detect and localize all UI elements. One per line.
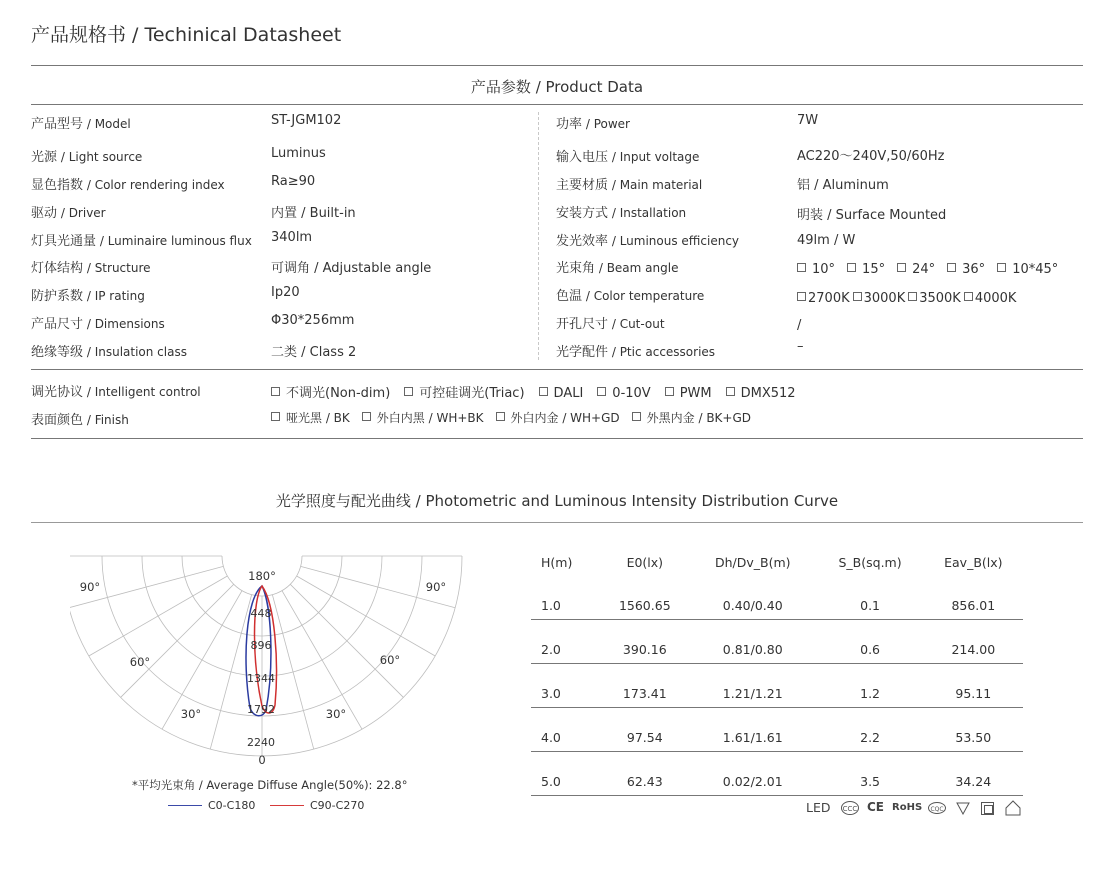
option-item: 哑光黑 / BK — [271, 409, 350, 426]
table-cell: 34.24 — [924, 752, 1023, 796]
f-mark-icon — [956, 801, 970, 815]
column-header: Eav_B(lx) — [944, 554, 1003, 570]
spec-value: 7W — [797, 113, 819, 128]
spec-label: 发光效率 / Luminous efficiency — [556, 234, 740, 249]
legend-label-c0: C0-C180 — [208, 799, 256, 812]
radial-label: 2240 — [247, 736, 275, 749]
divider — [31, 369, 1083, 370]
angle-label-60-right: 60° — [379, 653, 401, 667]
svg-text:CCC: CCC — [842, 805, 858, 813]
angle-label-30-left: 30° — [180, 707, 202, 721]
spec-label: 灯具光通量 / Luminaire luminous flux — [31, 234, 252, 249]
table-row — [531, 752, 1023, 796]
spec-value: 49lm / W — [797, 233, 856, 248]
control-options — [271, 382, 810, 401]
checkbox-icon[interactable] — [271, 412, 280, 421]
table-cell: 3.5 — [817, 752, 924, 796]
grid-ring — [70, 556, 462, 756]
angle-label-0: 0 — [258, 753, 266, 767]
table-cell: 0.40/0.40 — [689, 576, 817, 620]
option-item: 3000K — [853, 291, 906, 306]
finish-options — [271, 409, 763, 426]
checkbox-icon[interactable] — [362, 412, 371, 421]
angle-label-90-right: 90° — [425, 580, 447, 594]
table-cell: 1560.65 — [601, 576, 689, 620]
svg-text:CQC: CQC — [930, 806, 944, 813]
polar-distribution-chart — [70, 540, 470, 775]
column-header: E0(lx) — [626, 554, 664, 570]
option-item: 不调光(Non-dim) — [271, 382, 390, 401]
grid-spoke — [272, 595, 313, 750]
option-item: 15° — [847, 262, 885, 277]
table-cell: 1.61/1.61 — [689, 708, 817, 752]
spec-label: 驱动 / Driver — [31, 206, 106, 221]
spec-value: ST-JGM102 — [271, 113, 342, 128]
checkbox-icon[interactable] — [997, 263, 1006, 272]
checkbox-icon[interactable] — [539, 387, 548, 396]
spec-label: 显色指数 / Color rendering index — [31, 178, 225, 193]
spec-label: 光源 / Light source — [31, 150, 143, 165]
option-item: 10*45° — [997, 262, 1058, 277]
table-header-row — [531, 548, 1023, 576]
spec-label: 光束角 / Beam angle — [556, 261, 679, 276]
spec-label: 主要材质 / Main material — [556, 178, 703, 193]
option-item: 10° — [797, 262, 835, 277]
option-item: 24° — [897, 262, 935, 277]
cqc-icon — [927, 801, 947, 815]
spec-value: 可调角 / Adjustable angle — [271, 261, 432, 276]
spec-label: 光学配件 / Ptic accessories — [556, 345, 716, 360]
angle-label-180: 180° — [248, 569, 276, 583]
ce-mark: CE — [867, 800, 885, 814]
option-item: DALI — [539, 386, 584, 401]
angle-label-90-left: 90° — [79, 580, 101, 594]
spec-label: 产品型号 / Model — [31, 117, 131, 132]
checkbox-icon[interactable] — [496, 412, 505, 421]
radial-label: 1792 — [247, 703, 275, 716]
legend-swatch-c0 — [168, 805, 202, 806]
radial-label: 1344 — [247, 672, 275, 685]
grid-spoke — [89, 576, 228, 656]
checkbox-icon[interactable] — [665, 387, 674, 396]
spec-label: 绝缘等级 / Insulation class — [31, 345, 187, 360]
radial-label: 896 — [250, 639, 272, 652]
checkbox-icon[interactable] — [853, 292, 862, 301]
rohs-mark: RoHS — [892, 802, 923, 813]
indoor-use-icon — [1004, 799, 1022, 817]
checkbox-icon[interactable] — [597, 387, 606, 396]
option-item: 3500K — [908, 291, 961, 306]
checkbox-icon[interactable] — [797, 263, 806, 272]
spec-label: 色温 / Color temperature — [556, 289, 705, 304]
grid-spoke — [290, 584, 403, 697]
control-label: 调光协议 / Intelligent control — [31, 385, 201, 400]
spec-value: 二类 / Class 2 — [271, 345, 357, 360]
table-cell: 0.81/0.80 — [689, 620, 817, 664]
class2-icon — [981, 802, 994, 815]
table-cell: 856.01 — [924, 576, 1023, 620]
checkbox-icon[interactable] — [964, 292, 973, 301]
table-cell: 1.21/1.21 — [689, 664, 817, 708]
spec-value: – — [797, 339, 804, 354]
spec-value: Ra≥90 — [271, 174, 316, 189]
table-cell: 4.0 — [531, 708, 601, 752]
ccc-icon — [840, 800, 860, 816]
spec-label: 输入电压 / Input voltage — [556, 150, 700, 165]
checkbox-icon[interactable] — [947, 263, 956, 272]
checkbox-icon[interactable] — [404, 387, 413, 396]
column-header: H(m) — [541, 554, 573, 570]
spec-label: 安装方式 / Installation — [556, 206, 687, 221]
checkbox-icon[interactable] — [897, 263, 906, 272]
grid-spoke — [282, 591, 362, 730]
table-cell: 95.11 — [924, 664, 1023, 708]
beam-angle-options — [797, 262, 1070, 277]
grid-spoke — [210, 595, 251, 750]
finish-label: 表面颜色 / Finish — [31, 413, 129, 428]
spec-value: AC220～240V,50/60Hz — [797, 149, 945, 164]
grid-spoke — [162, 591, 242, 730]
table-cell: 214.00 — [924, 620, 1023, 664]
table-row — [531, 576, 1023, 620]
table-cell: 53.50 — [924, 708, 1023, 752]
spec-value: 340lm — [271, 230, 313, 245]
radial-label: 448 — [250, 607, 272, 620]
checkbox-icon[interactable] — [726, 387, 735, 396]
checkbox-icon[interactable] — [271, 387, 280, 396]
option-item: 外黑内金 / BK+GD — [632, 409, 751, 426]
table-cell: 173.41 — [601, 664, 689, 708]
spec-label: 功率 / Power — [556, 117, 630, 132]
column-header: S_B(sq.m) — [838, 554, 902, 570]
led-mark: LED — [806, 800, 831, 815]
table-cell: 3.0 — [531, 664, 601, 708]
spec-value: / — [797, 318, 802, 333]
spec-label: 灯体结构 / Structure — [31, 261, 151, 276]
angle-label-30-right: 30° — [325, 707, 347, 721]
option-item: 外白内黑 / WH+BK — [362, 409, 484, 426]
option-item: PWM — [665, 386, 712, 401]
divider — [31, 522, 1083, 523]
table-row — [531, 708, 1023, 752]
option-item: 36° — [947, 262, 985, 277]
photometric-title: 光学照度与配光曲线 / Photometric and Luminous Intensity Distribution Curve — [275, 492, 839, 510]
option-item: 外白内金 / WH+GD — [496, 409, 620, 426]
spec-value: 内置 / Built-in — [271, 206, 356, 221]
option-item: 2700K — [797, 291, 850, 306]
divider — [31, 65, 1083, 66]
legend-swatch-c90 — [270, 805, 304, 806]
table-cell: 62.43 — [601, 752, 689, 796]
option-item: 4000K — [964, 291, 1017, 306]
checkbox-icon[interactable] — [632, 412, 641, 421]
spec-value: Φ30*256mm — [271, 313, 355, 328]
grid-spoke — [297, 576, 436, 656]
table-cell: 2.2 — [817, 708, 924, 752]
table-cell: 0.02/2.01 — [689, 752, 817, 796]
table-cell: 1.2 — [817, 664, 924, 708]
option-item: DMX512 — [726, 386, 796, 401]
color-temp-options — [797, 291, 1019, 306]
average-angle-note: *平均光束角 / Average Diffuse Angle(50%): 22.8° — [132, 778, 408, 792]
document-title: 产品规格书 / Techinical Datasheet — [31, 24, 342, 46]
option-item: 可控硅调光(Triac) — [404, 382, 524, 401]
divider — [31, 104, 1083, 105]
checkbox-icon[interactable] — [847, 263, 856, 272]
legend-label-c90: C90-C270 — [310, 799, 365, 812]
table-cell: 0.1 — [817, 576, 924, 620]
photometric-table — [531, 548, 1023, 796]
column-header: Dh/Dv_B(m) — [714, 554, 791, 570]
spec-label: 产品尺寸 / Dimensions — [31, 317, 165, 332]
spec-value: Luminus — [271, 146, 326, 161]
table-cell: 390.16 — [601, 620, 689, 664]
option-item: 0-10V — [597, 386, 650, 401]
spec-value: 铝 / Aluminum — [797, 178, 889, 193]
table-cell: 5.0 — [531, 752, 601, 796]
spec-label: 防护系数 / IP rating — [31, 289, 145, 304]
table-cell: 2.0 — [531, 620, 601, 664]
table-row — [531, 664, 1023, 708]
table-cell: 97.54 — [601, 708, 689, 752]
product-data-title: 产品参数 / Product Data — [470, 78, 644, 96]
table-row — [531, 620, 1023, 664]
divider — [31, 438, 1083, 439]
checkbox-icon[interactable] — [908, 292, 917, 301]
angle-label-60-left: 60° — [129, 655, 151, 669]
spec-label: 开孔尺寸 / Cut-out — [556, 317, 665, 332]
table-cell: 1.0 — [531, 576, 601, 620]
table-cell: 0.6 — [817, 620, 924, 664]
spec-value: 明装 / Surface Mounted — [797, 208, 947, 223]
checkbox-icon[interactable] — [797, 292, 806, 301]
column-divider — [538, 112, 539, 360]
spec-value: Ip20 — [271, 285, 300, 300]
grid-spoke — [121, 584, 234, 697]
